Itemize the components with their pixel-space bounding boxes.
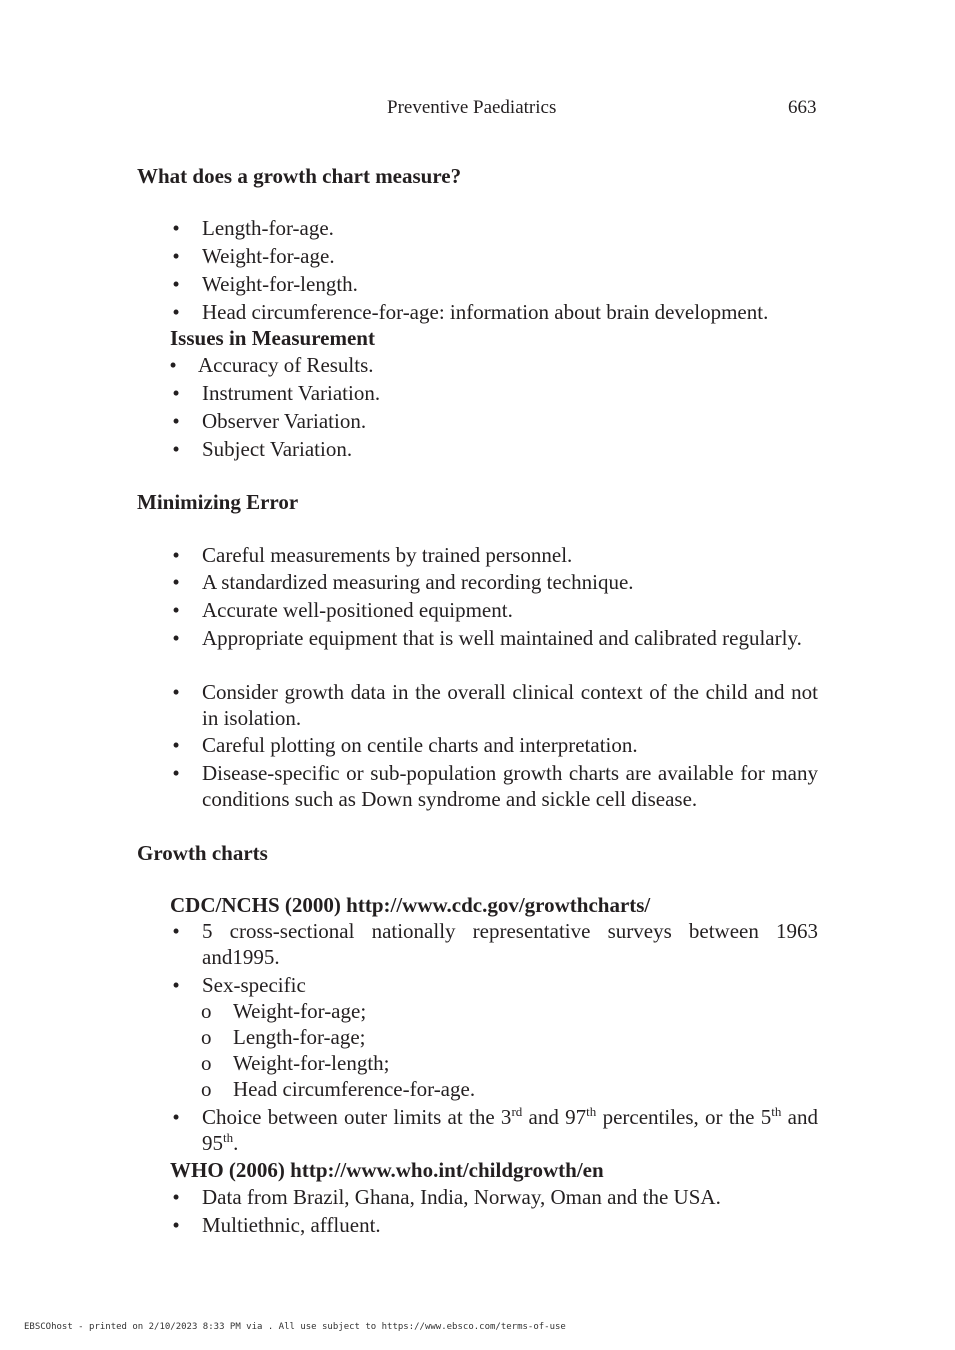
list-item: • 5 cross-sectional nationally representative surveys between 1963 and1995. — [172, 919, 818, 969]
list-item: • Subject Variation. — [172, 437, 353, 461]
section-heading-issues: Issues in Measurement — [170, 326, 375, 350]
list-item: • Careful measurements by trained personnel. — [172, 543, 573, 567]
list-item: • A standardized measuring and recording technique. — [172, 570, 634, 594]
list-item: • Instrument Variation. — [172, 381, 381, 405]
section-heading-growth-charts: Growth charts — [137, 841, 268, 865]
list-item-percentile-choice: • Choice between outer limits at the 3rd and 97th percentiles, or the 5th and 95th. — [172, 1104, 819, 1155]
sub-list-item: o Weight-for-age; — [201, 999, 367, 1023]
list-item: • Data from Brazil, Ghana, India, Norway, Oman and the USA. — [172, 1185, 721, 1209]
list-item: • Multiethnic, affluent. — [172, 1213, 381, 1237]
running-header-title: Preventive Paediatrics — [387, 97, 557, 118]
list-item: • Accurate well-positioned equipment. — [172, 598, 513, 622]
list-item: • Careful plotting on centile charts and interpretation. — [172, 733, 638, 757]
list-item: • Weight-for-age. — [172, 244, 335, 268]
list-item: • Disease-specific or sub-population growth charts are available for many conditions such as Down syndrome and sickle cell disease. — [172, 761, 818, 811]
list-item: • Head circumference-for-age: information about brain development. — [172, 300, 769, 324]
ebsco-footer: EBSCOhost - printed on 2/10/2023 8:33 PM via . All use subject to https://www.ebsco.com/terms-of-use — [24, 1322, 566, 1332]
subsection-heading-cdc: CDC/NCHS (2000) http://www.cdc.gov/growthcharts/ — [170, 893, 651, 917]
list-item: • Appropriate equipment that is well maintained and calibrated regularly. — [172, 626, 802, 650]
list-item: • Sex-specific — [172, 973, 306, 997]
sub-list-item: o Head circumference-for-age. — [201, 1077, 476, 1101]
list-item: • Accuracy of Results. — [169, 353, 374, 377]
section-heading-minimizing-error: Minimizing Error — [137, 490, 299, 514]
page-number: 663 — [788, 97, 817, 118]
sub-list-item: o Weight-for-length; — [201, 1051, 390, 1075]
section-heading-growth-chart-measure: What does a growth chart measure? — [137, 164, 462, 188]
list-item: • Weight-for-length. — [172, 272, 358, 296]
list-item: • Consider growth data in the overall clinical context of the child and not in isolation. — [172, 680, 818, 730]
subsection-heading-who: WHO (2006) http://www.who.int/childgrowth/en — [170, 1158, 604, 1182]
list-item: • Length-for-age. — [172, 216, 334, 240]
sub-list-item: o Length-for-age; — [201, 1025, 366, 1049]
list-item: • Observer Variation. — [172, 409, 367, 433]
